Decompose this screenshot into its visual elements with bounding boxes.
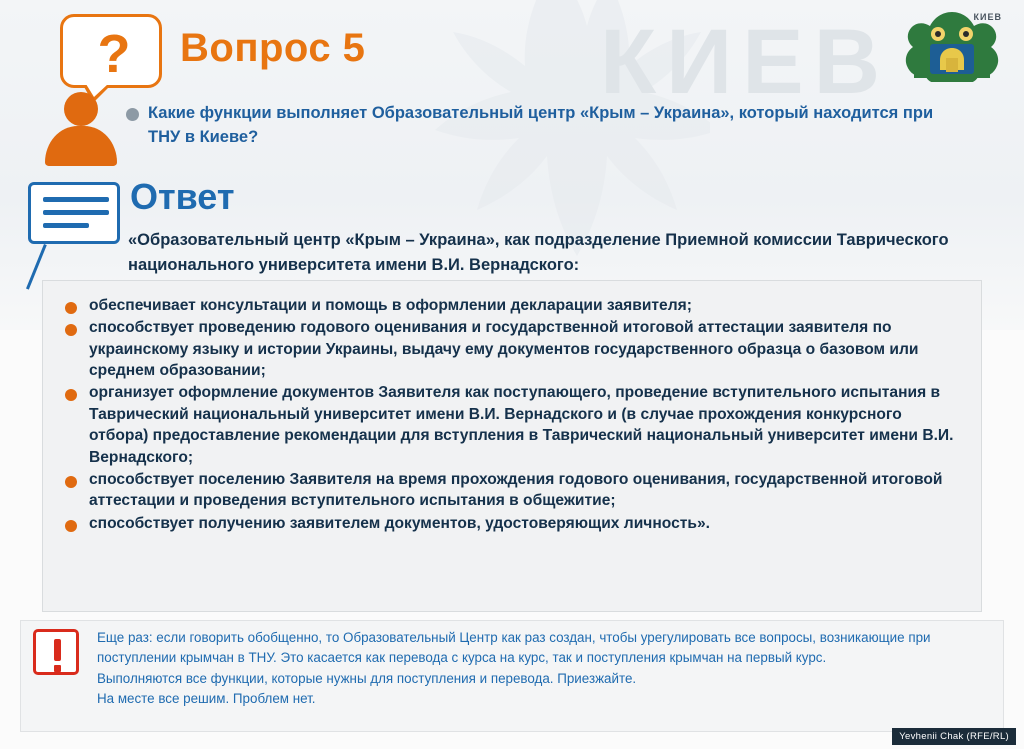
question-bullet-dot <box>126 108 139 121</box>
note-paragraph: Еще раз: если говорить обобщенно, то Образовательный Центр как раз создан, чтобы урегулировать все вопросы, возникающие при поступлении крымчан в ТНУ. Это касается как перевода с курса на курс, так и поступления крымчан на первый курс. <box>97 630 931 666</box>
bubble-line <box>43 197 109 202</box>
answer-lead-text: «Образовательный центр «Крым – Украина», как подразделение Приемной комиссии Таврического национального университета имени В.И. Вернадского: <box>128 231 949 274</box>
list-item: способствует поселению Заявителя на время прохождения годового оценивания, государственной итоговой аттестации и проведения вступительного испытания в общежитие; <box>63 469 963 512</box>
page-title: Вопрос 5 <box>180 26 366 70</box>
avatar-head <box>64 92 98 126</box>
watermark-text: КИЕВ <box>600 11 891 113</box>
exclamation-bar <box>54 639 61 661</box>
answer-list-panel <box>42 280 982 612</box>
bubble-line <box>43 210 109 215</box>
answer-bullet-list <box>43 281 981 534</box>
answer-bubble-icon <box>28 182 120 244</box>
exclamation-icon <box>33 629 79 675</box>
question-text: Какие функции выполняет Образовательный центр «Крым – Украина», который находится при ТНУ в Киеве? <box>148 104 934 146</box>
question-bubble <box>60 14 162 88</box>
credit-badge: Yevhenii Chak (RFE/RL) <box>892 728 1016 745</box>
question-mark-glyph: ? <box>97 24 131 84</box>
bubble-line <box>43 223 89 228</box>
person-avatar <box>42 92 120 164</box>
emblem-label: КИЕВ <box>973 12 1002 22</box>
list-item: обеспечивает консультации и помощь в оформлении декларации заявителя; <box>63 295 963 316</box>
exclamation-dot <box>54 665 61 672</box>
answer-title: Ответ <box>130 176 235 217</box>
note-paragraph: На месте все решим. Проблем нет. <box>97 691 316 707</box>
list-item: способствует проведению годового оценивания и государственной итоговой аттестации заявителя по украинскому языку и истории Украины, выдачу ему документов государственного образца о базовом или среднем образовании; <box>63 317 963 381</box>
note-panel <box>20 620 1004 732</box>
note-paragraph: Выполняются все функции, которые нужны для поступления и перевода. Приезжайте. <box>97 670 637 686</box>
avatar-body <box>45 126 117 166</box>
note-text <box>97 628 987 710</box>
list-item: организует оформление документов Заявителя как поступающего, проведение вступительного испытания в Таврический национальный университет имени В.И. Вернадского и (в случае прохождения конкурсного отбора) предоставление рекомендации для вступления в Таврический национальный университет имени В.И. Вернадского; <box>63 382 963 467</box>
list-item: способствует получению заявителем документов, удостоверяющих личность». <box>63 513 963 534</box>
